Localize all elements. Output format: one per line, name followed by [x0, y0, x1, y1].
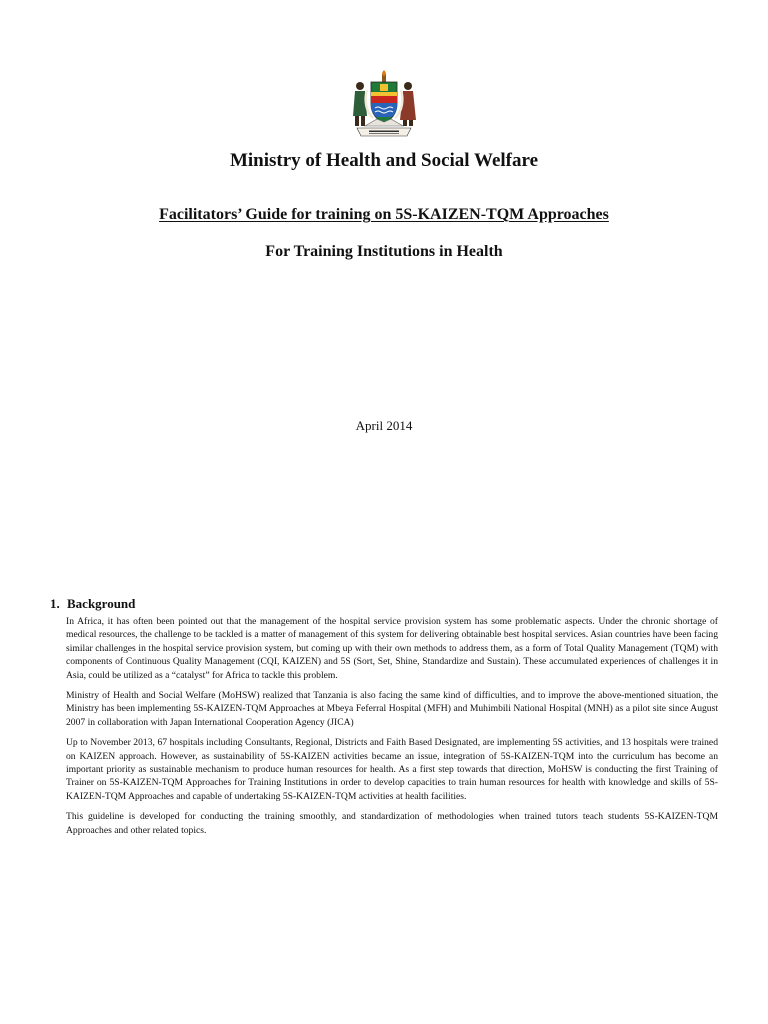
ministry-title: Ministry of Health and Social Welfare	[229, 150, 539, 171]
publication-date: April 2014	[355, 418, 413, 433]
audience-subtitle: For Training Institutions in Health	[265, 243, 503, 260]
background-section	[50, 596, 718, 844]
section-number: 1.	[50, 596, 60, 611]
section-body	[66, 615, 718, 837]
guide-title-text: Facilitators’ Guide for training on 5S-KAIZEN-TQM Approaches	[159, 206, 609, 223]
section-title: Background	[67, 596, 136, 611]
tanzania-coat-of-arms-icon	[347, 70, 421, 138]
paragraph: Up to November 2013, 67 hospitals including Consultants, Regional, Districts and Faith Based Designated, are implementing 5S activities, and 13 hospitals were trained on KAIZEN approach. However, as sustainability of 5S-KAIZEN activities became an issue, integration of 5S-KAIZEN-TQM into the curriculum has become an important priority as sustainable mechanism to produce human resources for health. As a first step towards that direction, MoHSW is conducting the first Training of Trainer on 5S-KAIZEN-TQM Approaches for Training Institutions in order to develop capacities to train human resources for health with knowledge and skills of 5S-KAIZEN-TQM Approaches and capable of undertaking 5S-KAIZEN-TQM activities at health facilities.	[66, 737, 718, 802]
paragraph: In Africa, it has often been pointed out that the management of the hospital service provision system has some problematic aspects. Under the chronic shortage of medical resources, the challenge to be tackled is a matter of management of this system for delivering obtainable best hospital services. Asian countries have been facing similar challenges in the hospital service provision system, but coming up with their own methods to address them, as a form of Total Quality Management (TQM) with components of Continuous Quality Management (CQI, KAIZEN) and 5S (Sort, Set, Shine, Standardize and Sustain). These accumulated experiences of challenges it in Asia, could be utilized as a “catalyst” for Africa to tackle this problem.	[66, 616, 718, 681]
paragraph: This guideline is developed for conducting the training smoothly, and standardization of methodologies when trained tutors teach students 5S-KAIZEN-TQM Approaches and other related topics.	[66, 811, 718, 836]
section-heading	[50, 596, 718, 612]
guide-title	[0, 206, 768, 224]
paragraph: Ministry of Health and Social Welfare (MoHSW) realized that Tanzania is also facing the same kind of difficulties, and to improve the above-mentioned situation, the Ministry has been implementing 5S-KAIZEN-TQM Approaches at Mbeya Feferral Hospital (MFH) and Muhimbili National Hospital (MNH) as a pilot site since August 2007 in collaboration with Japan International Cooperation Agency (JICA)	[66, 690, 718, 728]
